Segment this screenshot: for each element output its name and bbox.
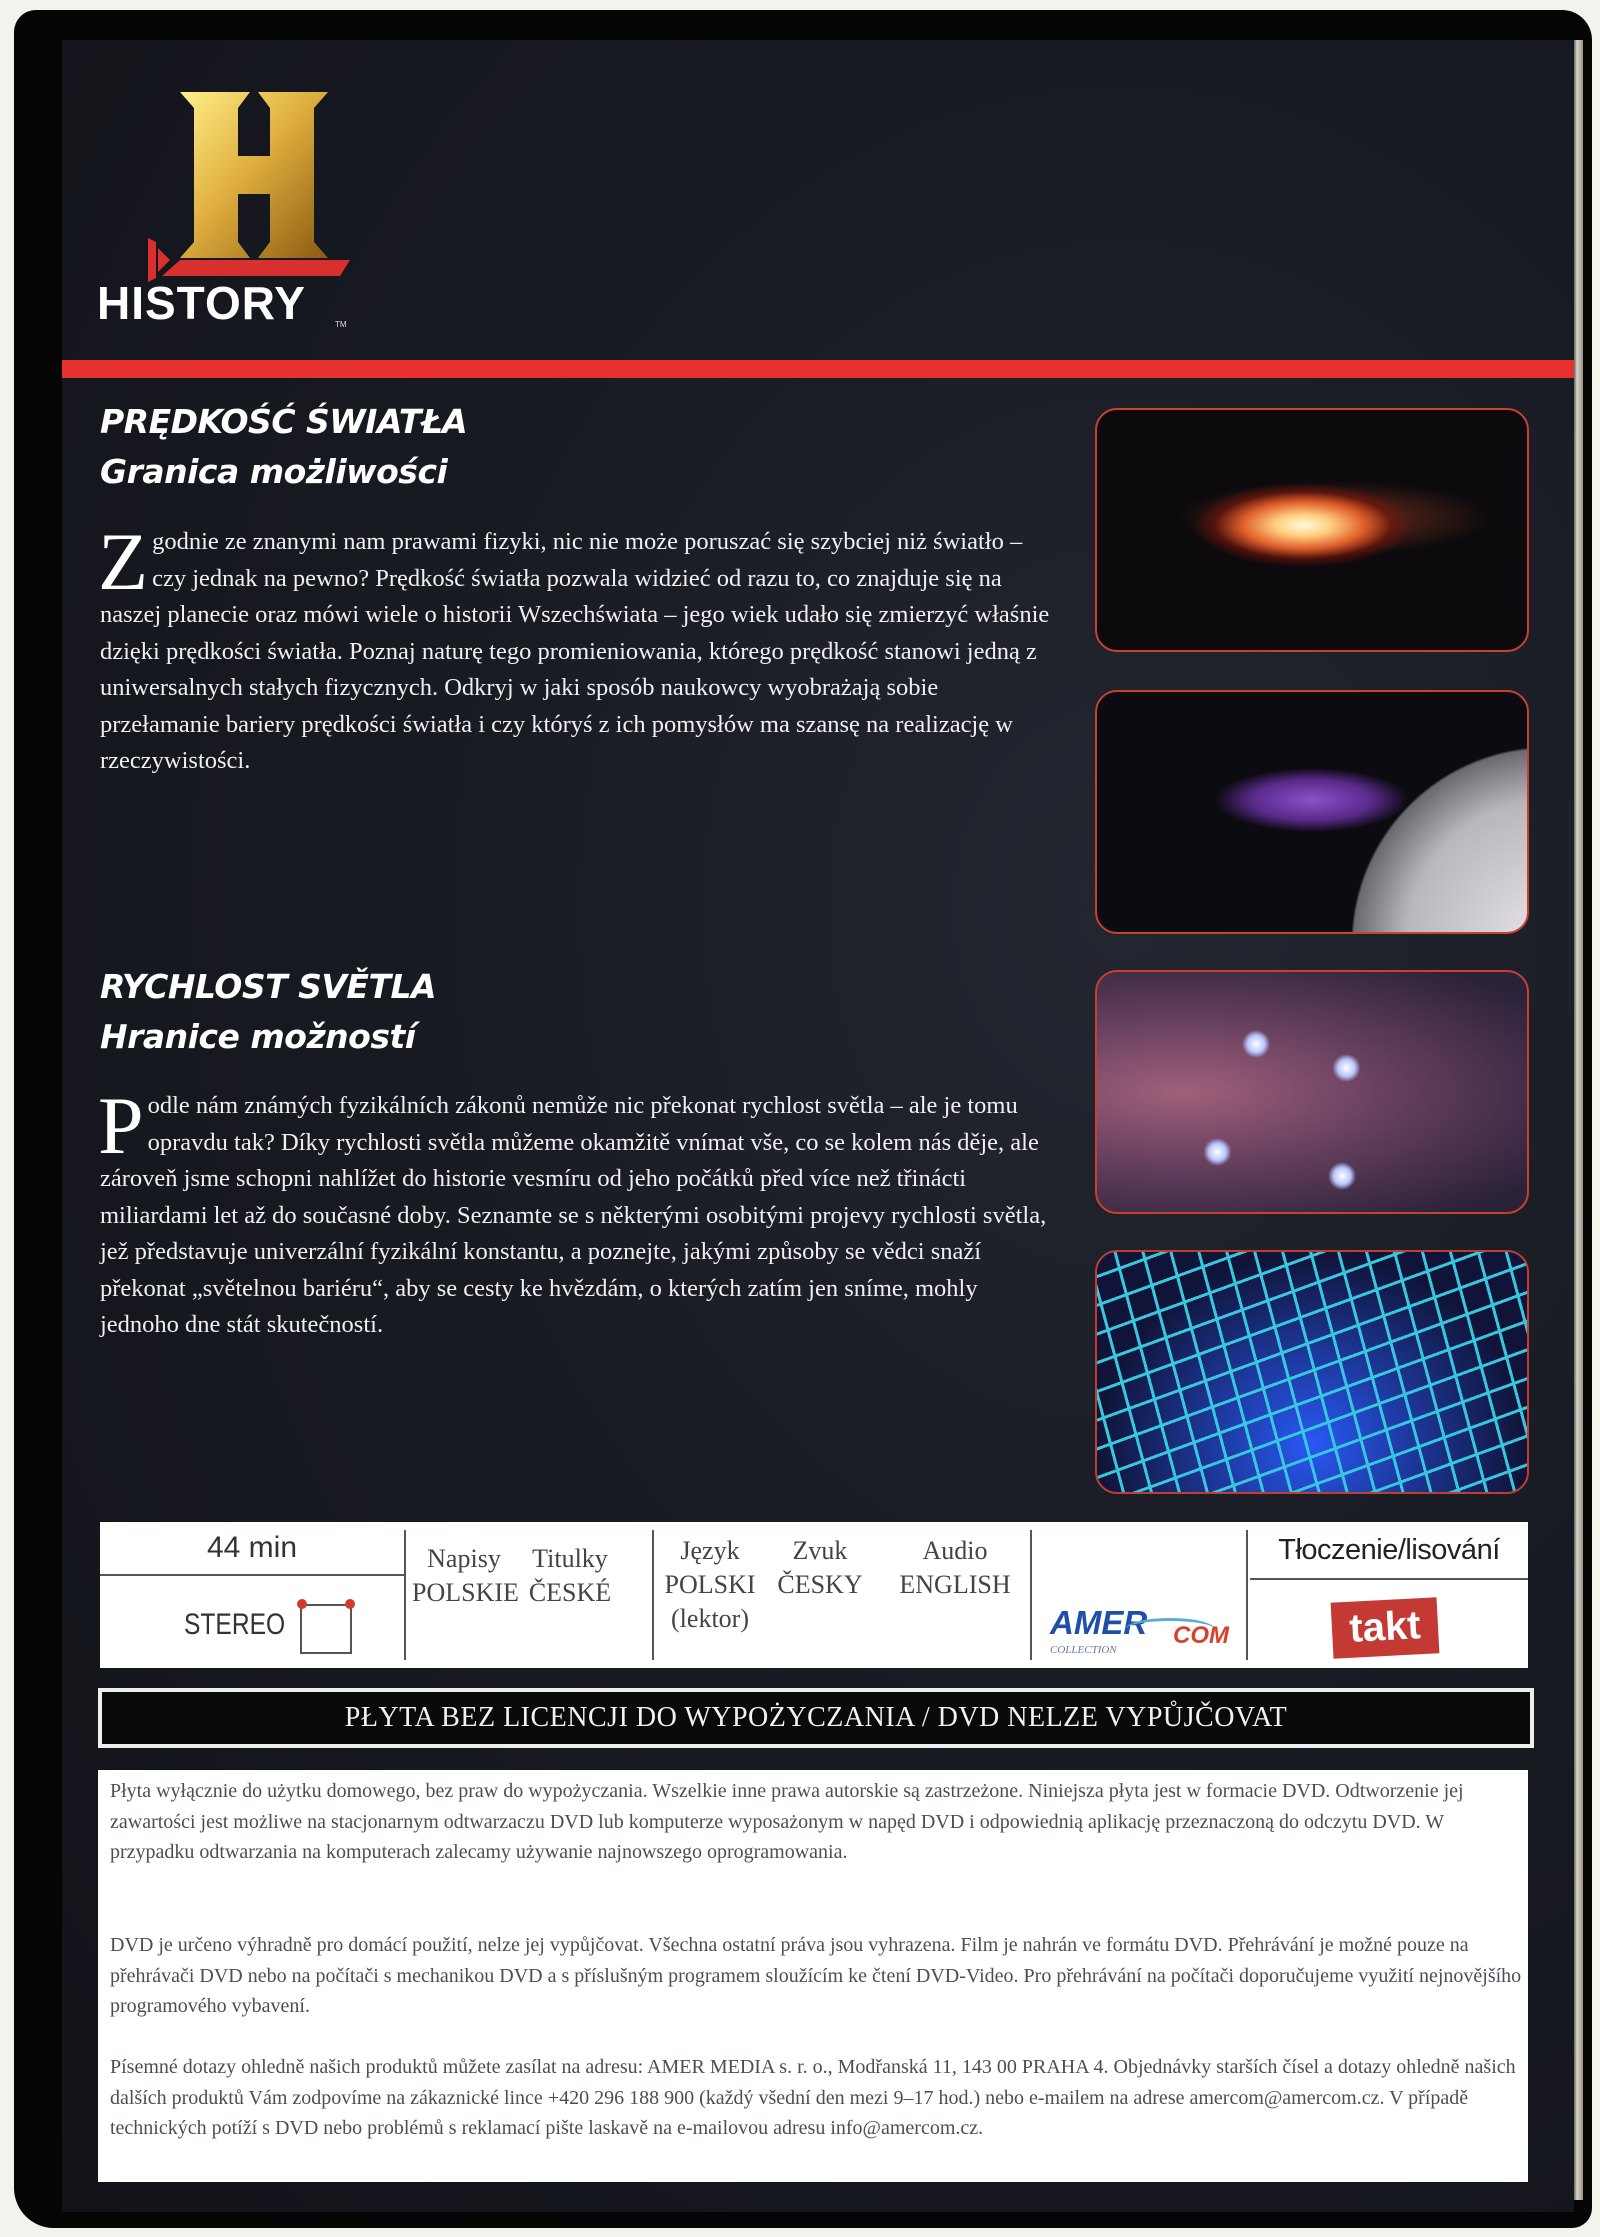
section-body-pl xyxy=(98,516,1060,780)
thumbnail-ship-nebula xyxy=(1095,970,1529,1214)
drop-cap: Z xyxy=(98,516,149,607)
section-subtitle-cz: Hranice možností xyxy=(100,1017,416,1056)
divider xyxy=(1246,1530,1248,1660)
divider xyxy=(652,1530,654,1660)
subtitles-cz: Titulky ČESKÉ xyxy=(528,1544,612,1607)
section-title-cz: RYCHLOST SVĚTLA xyxy=(100,967,437,1006)
section-subtitle-pl: Granica możliwości xyxy=(100,452,448,491)
takt-logo: takt xyxy=(1331,1597,1440,1658)
body-text: odle nám známých fyzikálních zákonů nemůže nic překonat rychlost světla – ale je tomu opravdu tak? Díky rychlosti světla můžeme okamžitě vnímat vše, co se kolem nás děje, ale zároveň jsme schopni nahlížet do historie vesmíru od jeho počátků před více než třinácti miliardami let až do současné doby. Seznamte se s některými osobitými projevy rychlosti světla, jež představuje univerzální fyzikální konstantu, a poznejte, jakými způsoby se vědci snaží překonat „světelnou bariéru“, aby se cesty ke hvězdám, o kterých zatím jen sníme, mohly jednoho dne stát skutečností. xyxy=(100,1092,1047,1338)
amercom-collection: COLLECTION xyxy=(1050,1644,1117,1656)
audio-cz: Zvuk ČESKY xyxy=(777,1536,863,1599)
stereo-speaker-icon xyxy=(300,1604,352,1654)
red-stripe xyxy=(62,360,1574,378)
history-wordmark: HISTORY xyxy=(97,277,306,329)
case-edge xyxy=(1573,40,1583,2200)
legal-paragraph-pl: Płyta wyłącznie do użytku domowego, bez praw do wypożyczania. Wszelkie inne prawa autorskie są zastrzeżone. Niniejsza płyta jest w formacie DVD. Odtworzenie jej zawartości jest możliwe na stacjonarnym odtwarzaczu DVD lub komputerze wyposażonym w napęd DVD i odpowiednią aplikację przeznaczoną do odczytu DVD. W przypadku odtwarzania na komputerach zalecamy używanie najnowszego oprogramowania. xyxy=(110,1780,1464,1863)
legal-paragraph-cz: DVD je určeno výhradně pro domácí použití, nelze jej vypůjčovat. Všechna ostatní práva jsou vyhrazena. Film je nahrán ve formátu DVD. Přehrávání je možné pouze na přehrávači DVD nebo na počítači s mechanikou DVD a s příslušným programem sloužícím ke čtení DVD-Video. Pro přehrávání na počítači doporučujeme využití nejnovějšího programového vybavení. xyxy=(110,1934,1522,2017)
drop-cap: P xyxy=(98,1080,144,1171)
thumbnail-galaxy xyxy=(1095,408,1529,652)
rental-warning-banner: PŁYTA BEZ LICENCJI DO WYPOŻYCZANIA / DVD NELZE VYPŮJČOVAT xyxy=(98,1688,1534,1748)
sound-format: STEREO xyxy=(184,1608,286,1641)
legal-notice xyxy=(98,1770,1528,2182)
section-title-pl: PRĘDKOŚĆ ŚWIATŁA xyxy=(100,402,468,441)
trademark: TM xyxy=(335,320,347,329)
thumbnail-grid xyxy=(1095,1250,1529,1494)
subtitles-pl: Napisy POLSKIE xyxy=(412,1544,519,1607)
amercom-logo-com: COM xyxy=(1173,1622,1229,1649)
section-body-cz xyxy=(98,1080,1060,1344)
tech-info-strip xyxy=(100,1522,1528,1668)
body-text: godnie ze znanymi nam prawami fizyki, nic nie może poruszać się szybciej niż światło – czy jednak na pewno? Prędkość światła pozwala widzieć od razu to, co znajduje się na naszej planecie oraz mówi wiele o historii Wszechświata – jego wiek udało się zmierzyć właśnie dzięki prędkości światła. Poznaj naturę tego promieniowania, którego prędkość stanowi jedną z uniwersalnych stałych fizycznych. Odkryj w jaki sposób naukowcy wyobrażają sobie przełamanie bariery prędkości światła i czy któryś z ich pomysłów ma szansę na realizację w rzeczywistości. xyxy=(100,528,1050,774)
divider xyxy=(404,1530,406,1660)
contact-paragraph: Písemné dotazy ohledně našich produktů můžete zasílat na adresu: AMER MEDIA s. r. o., Modřanská 11, 143 00 PRAHA 4. Objednávky starších čísel a dotazy ohledně našich dalších produktů Vám zodpovíme na zákaznické lince +420 296 188 900 (každý všední den mezi 9–17 hod.) nebo e-mailem na adrese amercom@amercom.cz. V případě technických potíží s DVD nebo problémů s reklamací pište laskavě na e-mailovou adresu info@amercom.cz. xyxy=(110,2056,1516,2139)
audio-en: Audio ENGLISH xyxy=(899,1536,1011,1599)
amercom-logo: AMER xyxy=(1050,1604,1148,1641)
divider xyxy=(1030,1530,1032,1660)
duration: 44 min xyxy=(100,1522,404,1576)
audio-pl: Język POLSKI (lektor) xyxy=(664,1536,756,1633)
pressing-label: Tłoczenie/lisování xyxy=(1250,1522,1528,1580)
thumbnail-ship-moon xyxy=(1095,690,1529,934)
